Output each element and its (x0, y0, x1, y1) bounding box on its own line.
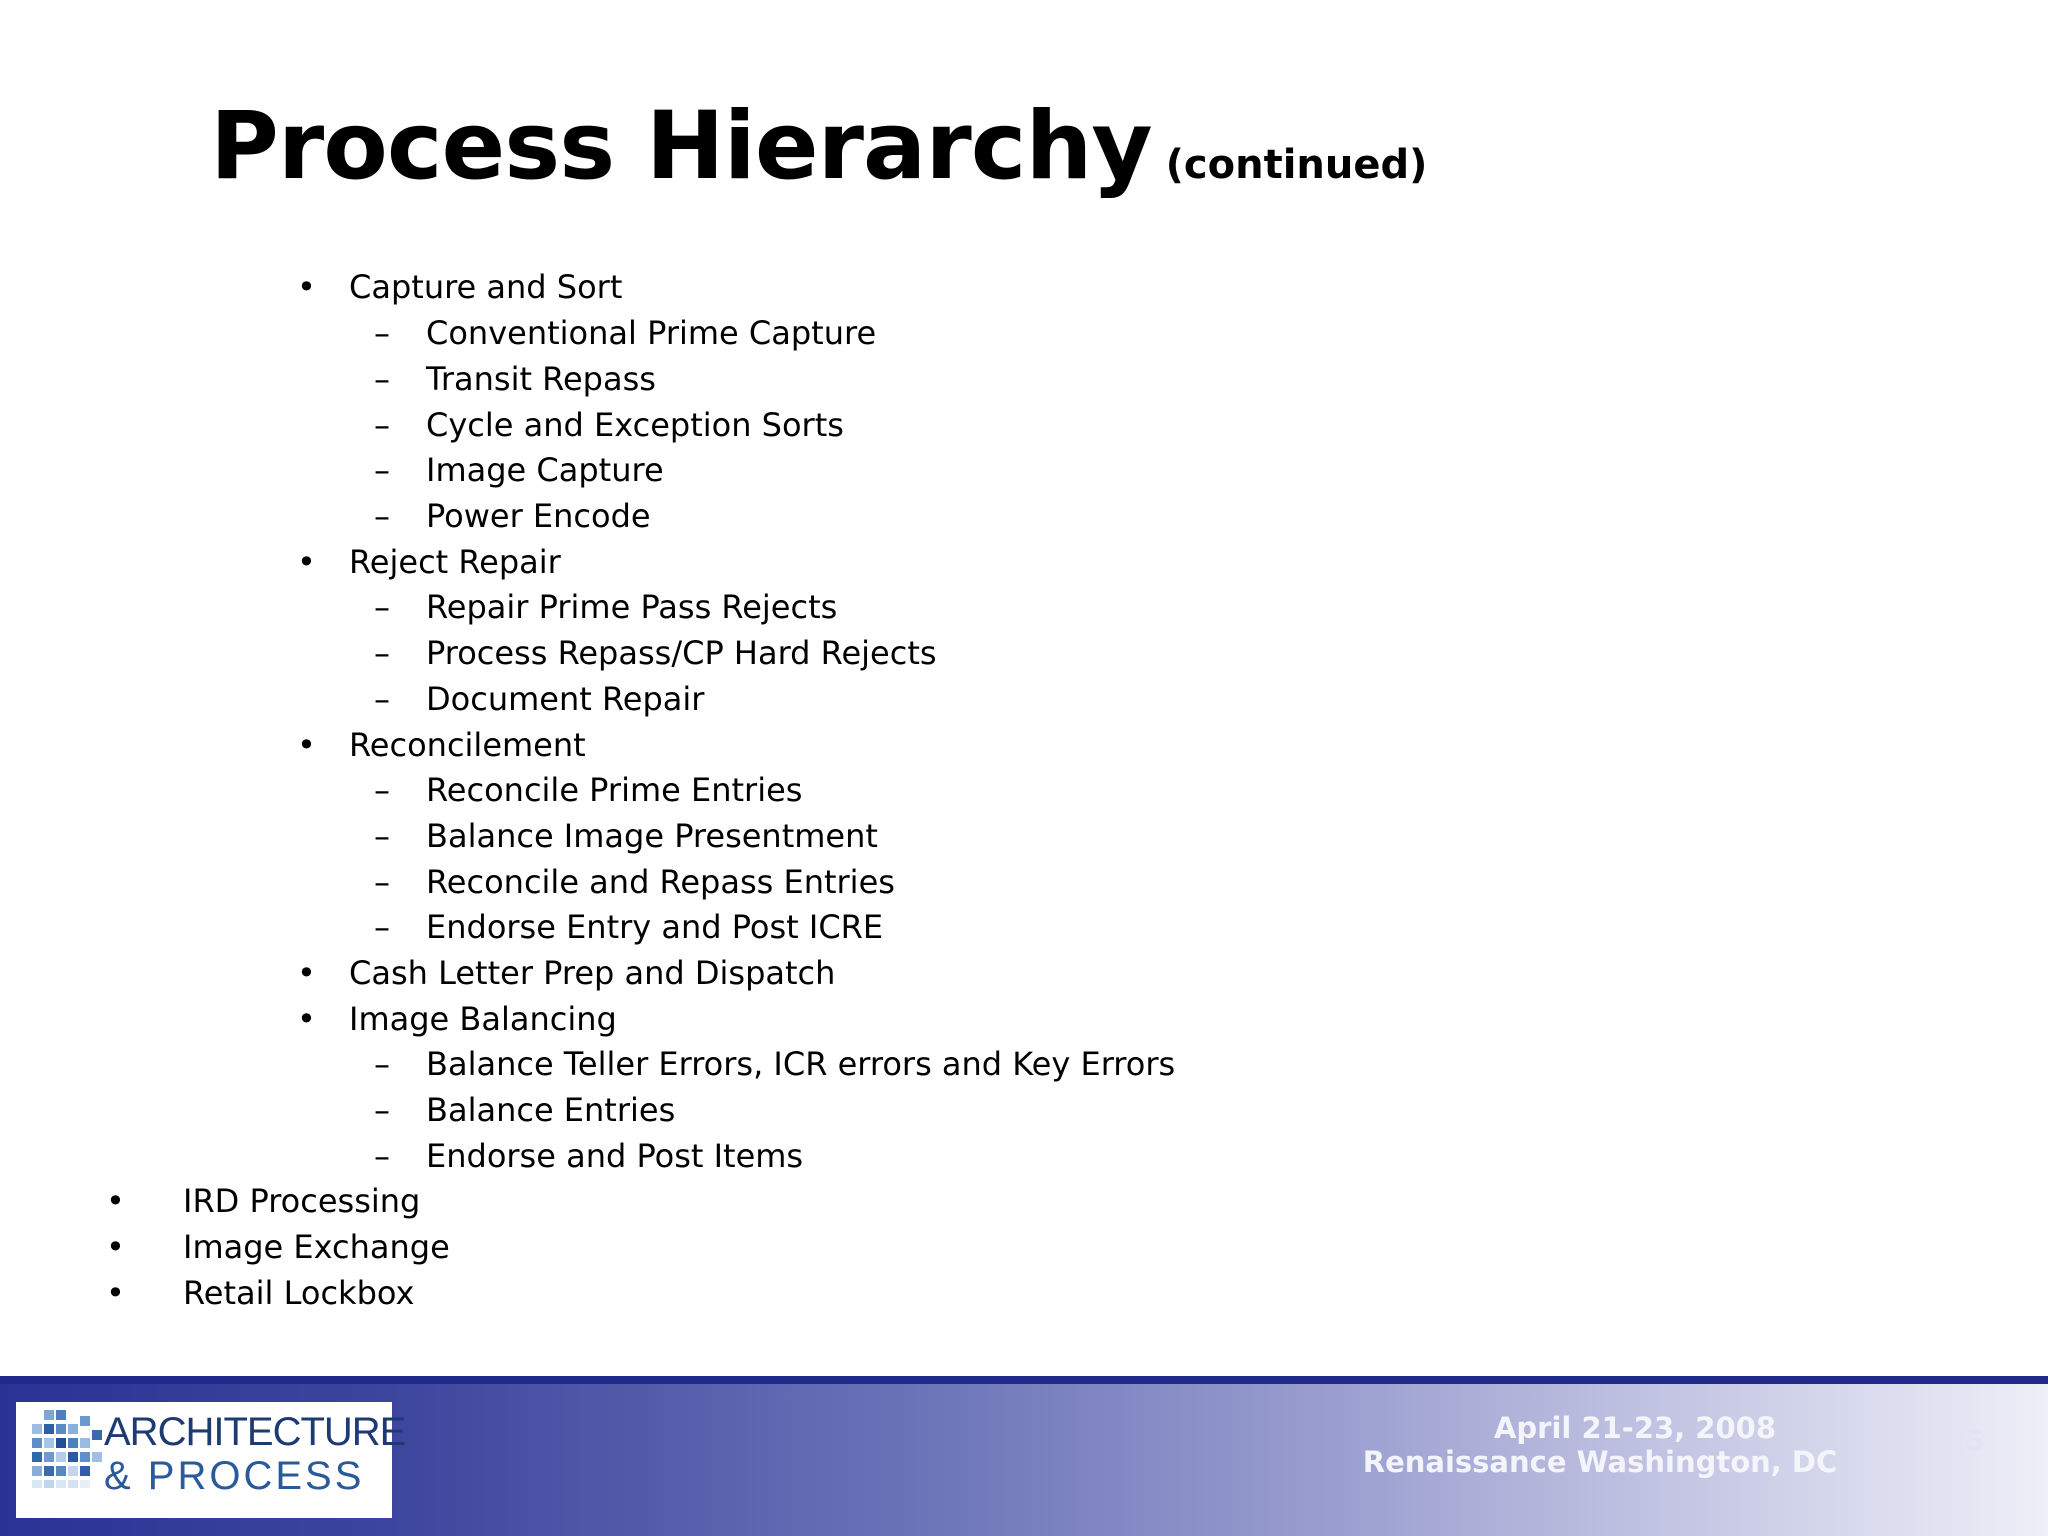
title-continued-label: (continued) (1165, 142, 1428, 188)
event-venue: Renaissance Washington, DC (1362, 1445, 1838, 1479)
bullet-item-image-exchange: Image Exchange (183, 1228, 450, 1266)
sub-bullet-marker: – (374, 360, 390, 398)
sub-bullet-marker: – (374, 1091, 390, 1129)
bullet-item-reconcilement: Reconcilement (349, 726, 586, 764)
bullet-marker: • (297, 726, 316, 764)
bullet-marker: • (106, 1228, 125, 1266)
sub-bullet-marker: – (374, 406, 390, 444)
footer-divider (0, 1376, 2048, 1384)
slide-title (210, 92, 1427, 201)
bullet-item-cash-letter-prep-and-dispatch: Cash Letter Prep and Dispatch (349, 954, 836, 992)
bullet-marker: • (106, 1274, 125, 1312)
sub-item-power-encode: Power Encode (426, 497, 651, 535)
sub-item-transit-repass: Transit Repass (426, 360, 656, 398)
logo-mosaic-icon (26, 1402, 110, 1518)
bullet-item-retail-lockbox: Retail Lockbox (183, 1274, 415, 1312)
page-number: 25 (1945, 1424, 1985, 1457)
sub-bullet-marker: – (374, 908, 390, 946)
logo-line-process: & PROCESS (104, 1454, 365, 1498)
sub-bullet-marker: – (374, 771, 390, 809)
sub-item-balance-teller-errors: Balance Teller Errors, ICR errors and Key Errors (426, 1045, 1176, 1083)
sub-bullet-marker: – (374, 497, 390, 535)
bullet-item-ird-processing: IRD Processing (183, 1182, 421, 1220)
sub-item-endorse-entry-and-post-icre: Endorse Entry and Post ICRE (426, 908, 884, 946)
sub-item-balance-image-presentment: Balance Image Presentment (426, 817, 878, 855)
bullet-marker: • (297, 954, 316, 992)
sub-bullet-marker: – (374, 588, 390, 626)
bullet-item-capture-and-sort: Capture and Sort (349, 268, 623, 306)
bullet-item-image-balancing: Image Balancing (349, 1000, 617, 1038)
sub-bullet-marker: – (374, 634, 390, 672)
bullet-marker: • (297, 268, 316, 306)
sub-bullet-marker: – (374, 314, 390, 352)
architecture-process-logo (16, 1402, 406, 1518)
sub-bullet-marker: – (374, 817, 390, 855)
sub-bullet-marker: – (374, 451, 390, 489)
logo-line-architecture: ARCHITECTURE (104, 1410, 406, 1454)
bullet-marker: • (106, 1182, 125, 1220)
sub-item-cycle-and-exception-sorts: Cycle and Exception Sorts (426, 406, 844, 444)
sub-item-conventional-prime-capture: Conventional Prime Capture (426, 314, 877, 352)
sub-item-reconcile-and-repass-entries: Reconcile and Repass Entries (426, 863, 895, 901)
title-main: Process Hierarchy (210, 92, 1152, 201)
sub-bullet-marker: – (374, 863, 390, 901)
sub-bullet-marker: – (374, 680, 390, 718)
sub-item-endorse-and-post-items: Endorse and Post Items (426, 1137, 804, 1175)
sub-item-document-repair: Document Repair (426, 680, 705, 718)
sub-item-process-repass-cp-hard-rejects: Process Repass/CP Hard Rejects (426, 634, 937, 672)
logo-wordmark (104, 1410, 405, 1498)
bullet-marker: • (297, 543, 316, 581)
sub-bullet-marker: – (374, 1045, 390, 1083)
sub-item-image-capture: Image Capture (426, 451, 664, 489)
event-date: April 21-23, 2008 (1493, 1411, 1777, 1445)
bullet-item-reject-repair: Reject Repair (349, 543, 561, 581)
sub-bullet-marker: – (374, 1137, 390, 1175)
sub-item-repair-prime-pass-rejects: Repair Prime Pass Rejects (426, 588, 838, 626)
sub-item-balance-entries: Balance Entries (426, 1091, 676, 1129)
sub-item-reconcile-prime-entries: Reconcile Prime Entries (426, 771, 803, 809)
bullet-marker: • (297, 1000, 316, 1038)
